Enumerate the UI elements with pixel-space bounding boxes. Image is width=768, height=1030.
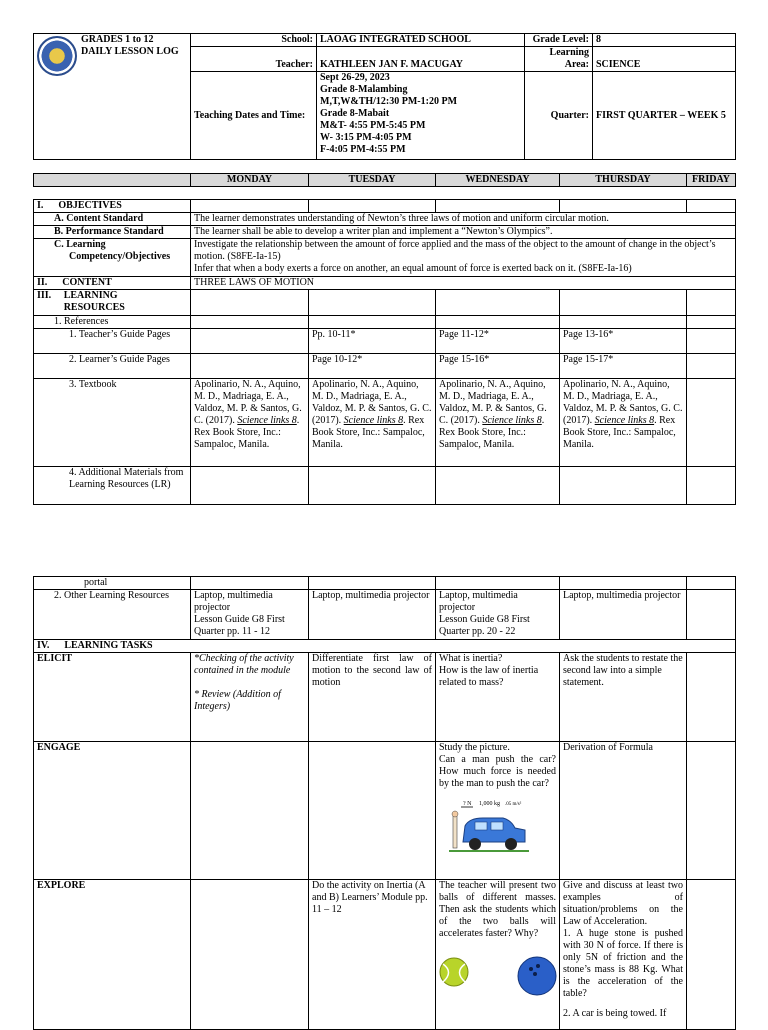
textbook-publisher: . Rex Book Store, Inc.: Sampaloc, Manila. bbox=[563, 415, 676, 450]
additional-materials-label: 4. Additional Materials from Learning Resources (LR) bbox=[34, 467, 191, 505]
lesson-table-continued bbox=[33, 576, 736, 1030]
days-blank bbox=[34, 174, 191, 187]
section-title: CONTENT bbox=[62, 277, 112, 288]
car-force-label: ? N bbox=[463, 801, 472, 807]
textbook-title: Science links 8 bbox=[482, 415, 542, 426]
lesson-table bbox=[33, 199, 736, 505]
blank-cell bbox=[560, 290, 687, 316]
tg-wed: Page 11-12* bbox=[436, 329, 560, 354]
dates-value bbox=[317, 72, 525, 160]
lg-label: 2. Learner’s Guide Pages bbox=[34, 354, 191, 379]
grade-label: Grade Level: bbox=[525, 34, 593, 47]
header-table bbox=[33, 33, 736, 160]
engage-wed bbox=[436, 742, 560, 880]
portal-label: portal bbox=[34, 577, 191, 590]
textbook-wed bbox=[436, 379, 560, 467]
section-number: IV. bbox=[37, 640, 50, 651]
blank-cell bbox=[687, 329, 736, 354]
blank-cell bbox=[560, 200, 687, 213]
explore-tue: Do the activity on Inertia (A and B) Learners’ Module pp. 11 – 12 bbox=[309, 880, 436, 1030]
quarter-label: Quarter: bbox=[525, 72, 593, 160]
section-number: II. bbox=[37, 277, 48, 288]
tg-mon bbox=[191, 329, 309, 354]
elicit-tue: Differentiate first law of motion to the second law of motion bbox=[309, 653, 436, 742]
other-thu: Laptop, multimedia projector bbox=[560, 590, 687, 640]
title-line2: DAILY LESSON LOG bbox=[81, 46, 179, 57]
blank-cell bbox=[687, 590, 736, 640]
textbook-authors: Apolinario, N. A., Aquino, M. D., Madriaga, E. A., Valdoz, M. P. & Santos, G. C. (2017). bbox=[439, 379, 547, 426]
balls-picture bbox=[439, 954, 556, 998]
school-value: LAOAG INTEGRATED SCHOOL bbox=[317, 34, 525, 47]
performance-standard-label: B. Performance Standard bbox=[34, 226, 191, 239]
tg-thu: Page 13-16* bbox=[560, 329, 687, 354]
blank-cell bbox=[687, 742, 736, 880]
car-push-illustration bbox=[449, 798, 529, 854]
day-friday: FRIDAY bbox=[687, 174, 736, 187]
blank-cell bbox=[191, 742, 309, 880]
blank-cell bbox=[560, 316, 687, 329]
section-title: LEARNING TASKS bbox=[64, 640, 153, 651]
tg-label: 1. Teacher’s Guide Pages bbox=[34, 329, 191, 354]
learning-tasks-heading bbox=[34, 640, 736, 653]
area-value: SCIENCE bbox=[593, 47, 736, 72]
lg-wed: Page 15-16* bbox=[436, 354, 560, 379]
elicit-mon-1: *Checking of the activity contained in the module bbox=[194, 653, 294, 676]
blank-cell bbox=[560, 577, 687, 590]
blank-cell bbox=[191, 880, 309, 1030]
content-heading bbox=[34, 277, 191, 290]
area-label-2: Area: bbox=[564, 59, 589, 70]
blank-cell bbox=[309, 316, 436, 329]
other-tue: Laptop, multimedia projector bbox=[309, 590, 436, 640]
other-mon: Laptop, multimedia projector Lesson Guide G8 First Quarter pp. 11 - 12 bbox=[191, 590, 309, 640]
blank-cell bbox=[436, 467, 560, 505]
textbook-title: Science links 8 bbox=[594, 415, 655, 426]
textbook-title: Science links 8 bbox=[237, 415, 297, 426]
blank-cell bbox=[191, 577, 309, 590]
title-cell bbox=[34, 34, 191, 160]
blank-cell bbox=[309, 467, 436, 505]
elicit-label: ELICIT bbox=[34, 653, 191, 742]
textbook-title: Science links 8 bbox=[343, 415, 404, 426]
resources-heading bbox=[34, 290, 191, 316]
textbook-publisher: . Rex Book Store, Inc.: Sampaloc, Manila. bbox=[194, 415, 300, 450]
textbook-authors: Apolinario, N. A., Aquino, M. D., Madriaga, E. A., Valdoz, M. P. & Santos, G. C. (2017). bbox=[194, 379, 302, 426]
explore-thu-2: 1. A huge stone is pushed with 30 N of force. If there is only 5N of friction and the stone’s mass is 88 Kg. What is the acceleration of the table? bbox=[563, 928, 683, 999]
competency-label bbox=[34, 239, 191, 277]
textbook-publisher: . Rex Book Store, Inc.: Sampaloc, Manila. bbox=[439, 415, 545, 450]
blank-cell bbox=[687, 290, 736, 316]
blank-cell bbox=[309, 290, 436, 316]
bowling-ball-icon bbox=[518, 957, 556, 995]
dates-line: Grade 8-Malambing bbox=[320, 84, 408, 95]
blank-cell bbox=[687, 880, 736, 1030]
engage-label: ENGAGE bbox=[34, 742, 191, 880]
section-title: LEARNING RESOURCES bbox=[63, 290, 125, 313]
dates-line: W- 3:15 PM-4:05 PM bbox=[320, 132, 412, 143]
man-head-icon bbox=[452, 811, 458, 817]
grade-value: 8 bbox=[593, 34, 736, 47]
tg-tue: Pp. 10-11* bbox=[309, 329, 436, 354]
days-header bbox=[33, 173, 736, 187]
day-tuesday: TUESDAY bbox=[309, 174, 436, 187]
blank-cell bbox=[436, 290, 560, 316]
blank-cell bbox=[687, 577, 736, 590]
elicit-mon bbox=[191, 653, 309, 742]
blank-cell bbox=[309, 577, 436, 590]
textbook-thu bbox=[560, 379, 687, 467]
car-wheel-icon bbox=[505, 838, 517, 850]
objectives-heading bbox=[34, 200, 191, 213]
blank-cell bbox=[687, 653, 736, 742]
day-monday: MONDAY bbox=[191, 174, 309, 187]
textbook-tue bbox=[309, 379, 436, 467]
lg-mon bbox=[191, 354, 309, 379]
textbook-authors: Apolinario, N. A., Aquino, M. D., Madriaga, E. A., Valdoz, M. P. & Santos, G. C. (2017). bbox=[563, 379, 683, 426]
textbook-authors: Apolinario, N. A., Aquino, M. D., Madriaga, E. A., Valdoz, M. P. & Santos, G. C. (2017). bbox=[312, 379, 432, 426]
blank-cell bbox=[191, 290, 309, 316]
content-standard-label: A. Content Standard bbox=[34, 213, 191, 226]
content-standard: The learner demonstrates understanding of Newton’s three laws of motion and uniform circular motion. bbox=[191, 213, 736, 226]
dates-line: M&T- 4:55 PM-5:45 PM bbox=[320, 120, 426, 131]
ball-hole-icon bbox=[529, 967, 533, 971]
engage-thu: Derivation of Formula bbox=[560, 742, 687, 880]
explore-thu-1: Give and discuss at least two examples of situation/problems on the Law of Acceleration. bbox=[563, 880, 683, 927]
section-number: I. bbox=[37, 200, 44, 211]
blank-cell bbox=[687, 200, 736, 213]
blank-cell bbox=[687, 316, 736, 329]
competency bbox=[191, 239, 736, 277]
section-title: OBJECTIVES bbox=[58, 200, 122, 211]
balls-illustration bbox=[439, 954, 557, 998]
textbook-publisher: . Rex Book Store, Inc.: Sampaloc, Manila. bbox=[312, 415, 425, 450]
competency-label-2: Competency/Objectives bbox=[69, 251, 171, 262]
other-wed: Laptop, multimedia projector Lesson Guide G8 First Quarter pp. 20 - 22 bbox=[436, 590, 560, 640]
other-resources-label: 2. Other Learning Resources bbox=[34, 590, 191, 640]
blank-cell bbox=[436, 316, 560, 329]
day-wednesday: WEDNESDAY bbox=[436, 174, 560, 187]
explore-thu bbox=[560, 880, 687, 1030]
car-acc-label: .05 m/s² bbox=[505, 802, 522, 807]
engage-wed-text: Study the picture. Can a man push the car? How much force is needed by the man to push the car? bbox=[439, 742, 556, 789]
blank-cell bbox=[436, 577, 560, 590]
car-mass-label: 1,000 kg bbox=[479, 801, 500, 807]
teacher-value: KATHLEEN JAN F. MACUGAY bbox=[317, 47, 525, 72]
car-wheel-icon bbox=[469, 838, 481, 850]
title-line1: GRADES 1 to 12 bbox=[81, 34, 154, 45]
area-label bbox=[525, 47, 593, 72]
competency-1: Investigate the relationship between the amount of force applied and the mass of the object to the amount of change in the object’s motion. (S8FE-Ia-15) bbox=[194, 239, 716, 262]
elicit-mon-2: * Review (Addition of Integers) bbox=[194, 689, 281, 712]
blank-cell bbox=[191, 467, 309, 505]
explore-thu-3: 2. A car is being towed. If bbox=[563, 1008, 667, 1019]
textbook-mon bbox=[191, 379, 309, 467]
ball-hole-icon bbox=[536, 964, 540, 968]
dates-label: Teaching Dates and Time: bbox=[191, 72, 317, 160]
textbook-label: 3. Textbook bbox=[34, 379, 191, 467]
blank-cell bbox=[687, 379, 736, 467]
area-label-1: Learning bbox=[549, 47, 589, 58]
dates-line: F-4:05 PM-4:55 PM bbox=[320, 144, 406, 155]
references-label: 1. References bbox=[34, 316, 191, 329]
blank-cell bbox=[436, 200, 560, 213]
blank-cell bbox=[560, 467, 687, 505]
car-picture bbox=[449, 798, 556, 858]
section-number: III. bbox=[37, 290, 52, 301]
teacher-label: Teacher: bbox=[191, 47, 317, 72]
elicit-thu: Ask the students to restate the second law into a simple statement. bbox=[560, 653, 687, 742]
ball-hole-icon bbox=[533, 972, 537, 976]
competency-2: Infer that when a body exerts a force on another, an equal amount of force is exerted back on it. (S8FE-Ia-16) bbox=[194, 263, 632, 274]
school-label: School: bbox=[191, 34, 317, 47]
dates-line: M,T,W&TH/12:30 PM-1:20 PM bbox=[320, 96, 458, 107]
blank-cell bbox=[309, 742, 436, 880]
explore-wed bbox=[436, 880, 560, 1030]
deped-seal-icon bbox=[37, 36, 77, 76]
explore-wed-text: The teacher will present two balls of different masses. Then ask the students which of the two balls will accelerates faster? Why? bbox=[439, 880, 556, 939]
blank-cell bbox=[191, 200, 309, 213]
car-window-icon bbox=[491, 822, 503, 830]
performance-standard: The learner shall be able to develop a writer plan and implement a “Newton’s Olympics”. bbox=[191, 226, 736, 239]
day-thursday: THURSDAY bbox=[560, 174, 687, 187]
quarter-value: FIRST QUARTER – WEEK 5 bbox=[593, 72, 736, 160]
car-window-icon bbox=[475, 822, 487, 830]
man-icon bbox=[453, 816, 457, 848]
explore-label: EXPLORE bbox=[34, 880, 191, 1030]
elicit-wed: What is inertia? How is the law of inertia related to mass? bbox=[436, 653, 560, 742]
dates-line: Grade 8-Mabait bbox=[320, 108, 390, 119]
blank-cell bbox=[687, 354, 736, 379]
blank-cell bbox=[309, 200, 436, 213]
blank-cell bbox=[687, 467, 736, 505]
lg-tue: Page 10-12* bbox=[309, 354, 436, 379]
competency-label-1: C. Learning bbox=[54, 239, 106, 250]
content-value: THREE LAWS OF MOTION bbox=[191, 277, 736, 290]
dates-line: Sept 26-29, 2023 bbox=[320, 72, 390, 83]
blank-cell bbox=[191, 316, 309, 329]
lg-thu: Page 15-17* bbox=[560, 354, 687, 379]
